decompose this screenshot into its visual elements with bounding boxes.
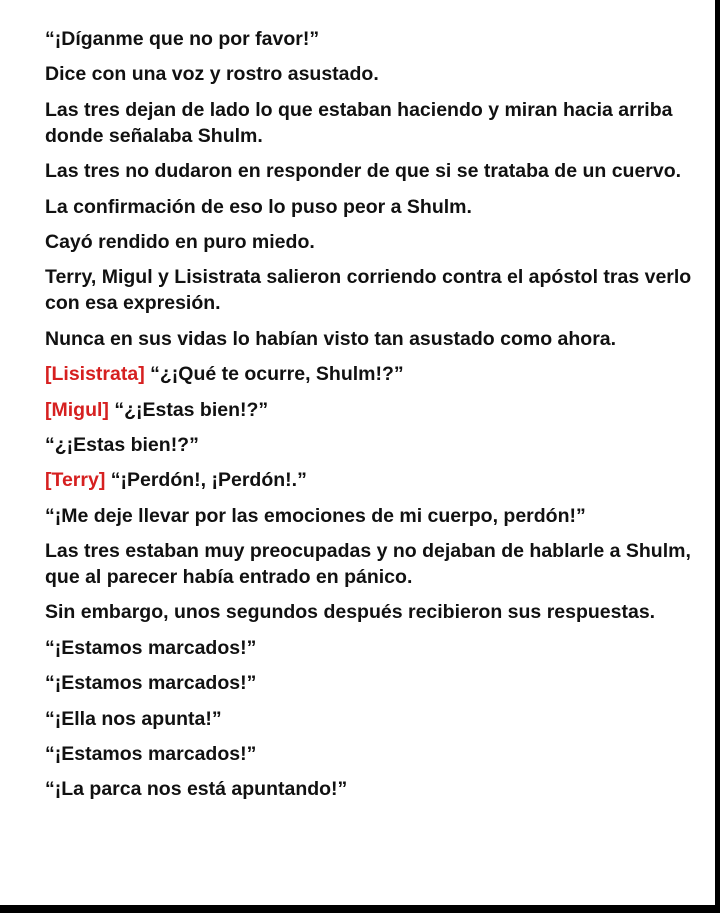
paragraph-text: Las tres estaban muy preocupadas y no dejaban de hablarle a Shulm, que al parecer había entrado en pánico. <box>45 540 691 589</box>
speaker-tag: [Migul] <box>45 398 109 421</box>
dialogue-text: “¿¡Estas bien!?” <box>114 398 269 421</box>
paragraph-text: “¿¡Estas bien!?” <box>45 433 199 456</box>
speaker-tag: [Lisistrata] <box>45 363 145 386</box>
paragraph <box>45 26 695 52</box>
paragraph-text: Las tres dejan de lado lo que estaban haciendo y miran hacia arriba donde señalaba Shulm. <box>45 98 673 147</box>
dialogue-text: “¡Perdón!, ¡Perdón!.” <box>110 469 307 492</box>
paragraph <box>45 61 695 87</box>
paragraph <box>45 635 695 661</box>
paragraph <box>45 194 695 220</box>
paragraph-text: “¡Estamos marcados!” <box>45 743 257 766</box>
paragraph-text: Las tres no dudaron en responder de que si se trataba de un cuervo. <box>45 160 682 183</box>
paragraph <box>45 599 695 625</box>
dialogue-line <box>45 397 695 423</box>
paragraph-text: “¡Estamos marcados!” <box>45 672 257 695</box>
paragraph <box>45 97 695 149</box>
paragraph-text: Terry, Migul y Lisistrata salieron corriendo contra el apóstol tras verlo con esa expresión. <box>45 266 692 315</box>
paragraph-text: “¡Díganme que no por favor!” <box>45 28 320 50</box>
paragraph-text: “¡Ella nos apunta!” <box>45 707 222 730</box>
dialogue-line <box>45 361 695 387</box>
paragraph-text: Cayó rendido en puro miedo. <box>45 230 315 253</box>
paragraph-text: “¡La parca nos está apuntando!” <box>45 778 348 801</box>
paragraph <box>45 264 695 316</box>
paragraph-text: “¡Me deje llevar por las emociones de mi cuerpo, perdón!” <box>45 504 586 527</box>
speaker-tag: [Terry] <box>45 469 106 492</box>
paragraph-text: Nunca en sus vidas lo habían visto tan asustado como ahora. <box>45 327 617 350</box>
paragraph <box>45 326 695 352</box>
paragraph <box>45 776 695 802</box>
paragraph-text: “¡Estamos marcados!” <box>45 636 257 659</box>
paragraph <box>45 538 695 590</box>
dialogue-text: “¿¡Qué te ocurre, Shulm!?” <box>150 363 404 386</box>
paragraph <box>45 229 695 255</box>
paragraph <box>45 706 695 732</box>
paragraph <box>45 158 695 184</box>
paragraph-text: La confirmación de eso lo puso peor a Shulm. <box>45 195 472 218</box>
paragraph-text: Sin embargo, unos segundos después recibieron sus respuestas. <box>45 601 656 624</box>
paragraph <box>45 432 695 458</box>
paragraph <box>45 670 695 696</box>
dialogue-line <box>45 467 695 493</box>
paragraph <box>45 741 695 767</box>
paragraph-text: Dice con una voz y rostro asustado. <box>45 63 379 86</box>
paragraph <box>45 503 695 529</box>
